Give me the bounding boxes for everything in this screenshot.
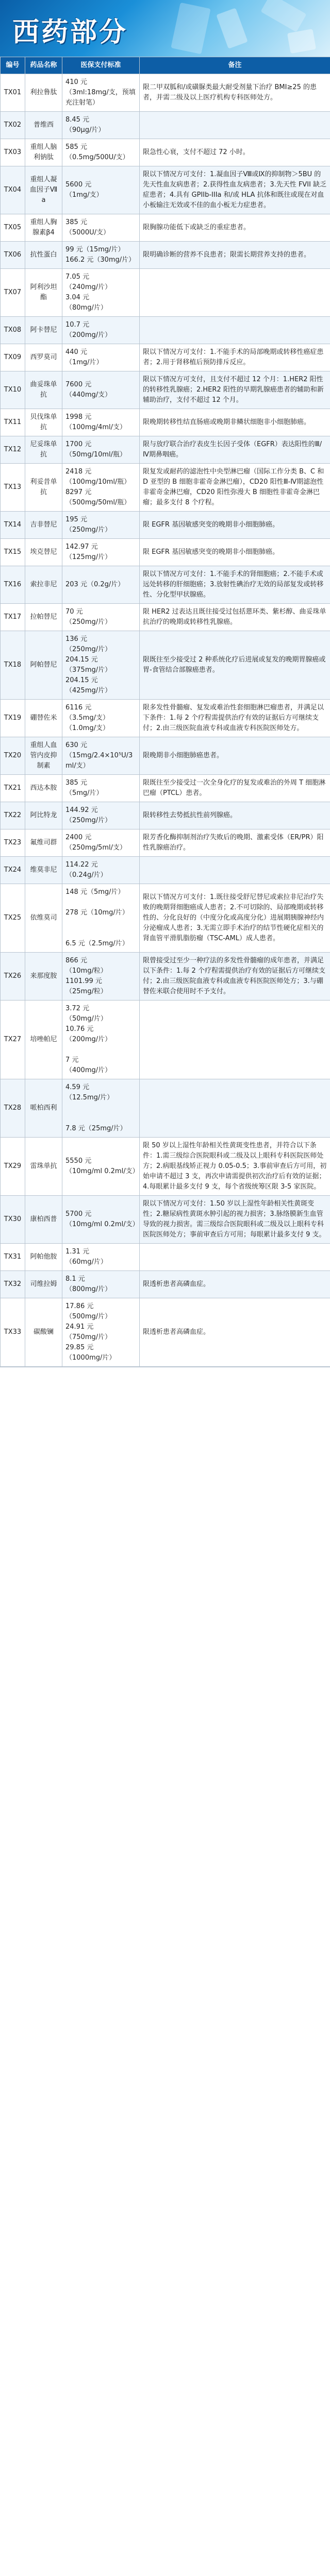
table-row [1, 344, 330, 371]
table-row [1, 74, 330, 112]
cell-standard: 2418 元 （100mg/10ml/瓶） 8297 元 （500mg/50ml/瓶） [62, 464, 140, 512]
cell-note: 限急性心衰，支付不超过 72 小时。 [140, 139, 330, 166]
cell-standard: 203 元（0.2g/片） [62, 566, 140, 604]
table-row [1, 737, 330, 775]
table-row [1, 604, 330, 631]
cell-note: 限 EGFR 基因敏感突变的晚期非小细胞肺癌。 [140, 539, 330, 566]
cell-note [140, 1244, 330, 1271]
table-row [1, 1244, 330, 1271]
header-standard: 医保支付标准 [62, 57, 140, 74]
cell-no: TX15 [1, 539, 25, 566]
cell-name: 氟维司群 [25, 829, 62, 857]
cell-name: 阿比特龙 [25, 802, 62, 829]
cell-name: 维莫非尼 [25, 857, 62, 884]
cell-standard: 5600 元 （1mg/支） [62, 166, 140, 214]
cell-no: TX11 [1, 409, 25, 436]
cell-standard: 99 元（15mg/片） 166.2 元（30mg/片） [62, 242, 140, 269]
table-row [1, 214, 330, 242]
table-header-row [1, 57, 330, 74]
cell-standard: 70 元 （250mg/片） [62, 604, 140, 631]
cell-standard: 144.92 元 （250mg/片） [62, 802, 140, 829]
cell-name: 阿利沙坦酯 [25, 269, 62, 317]
cell-note: 限晚期非小细胞肺癌患者。 [140, 737, 330, 775]
cell-name: 康柏西普 [25, 1196, 62, 1244]
cell-note: 限以下情况方可支付：1.不能手术的肾细胞癌；2.不能手术或远处转移的肝细胞癌；3.放射性碘治疗无效的局部复发或转移性、分化型甲状腺癌。 [140, 566, 330, 604]
cell-no: TX25 [1, 884, 25, 953]
cell-name: 阿帕替尼 [25, 631, 62, 700]
cell-name: 碳酸镧 [25, 1298, 62, 1367]
cell-note [140, 1079, 330, 1138]
cell-no: TX27 [1, 1001, 25, 1079]
cell-no: TX07 [1, 269, 25, 317]
cell-name: 司维拉姆 [25, 1271, 62, 1298]
decorative-shape [171, 3, 210, 55]
cell-no: TX04 [1, 166, 25, 214]
cell-standard: 5700 元 （10mg/ml 0.2ml/支） [62, 1196, 140, 1244]
cell-standard: 114.22 元 （0.24g/片） [62, 857, 140, 884]
table-row [1, 269, 330, 317]
cell-no: TX29 [1, 1138, 25, 1196]
table-row [1, 409, 330, 436]
decorative-shape [216, 8, 248, 48]
cell-standard: 2400 元 （250mg/5ml/支） [62, 829, 140, 857]
table-row [1, 1298, 330, 1367]
cell-no: TX32 [1, 1271, 25, 1298]
cell-name: 重组人脑利钠肽 [25, 139, 62, 166]
page-title: 西药部分 [12, 16, 128, 48]
table-body [1, 74, 330, 1367]
table-row [1, 371, 330, 409]
cell-name: 来那度胺 [25, 953, 62, 1001]
cell-no: TX10 [1, 371, 25, 409]
cell-name: 埃克替尼 [25, 539, 62, 566]
cell-note: 限与放疗联合治疗表皮生长因子受体（EGFR）表达阳性的Ⅲ/Ⅳ期鼻咽癌。 [140, 436, 330, 464]
cell-no: TX09 [1, 344, 25, 371]
cell-no: TX33 [1, 1298, 25, 1367]
cell-no: TX02 [1, 112, 25, 139]
table-row [1, 317, 330, 344]
table-row [1, 1001, 330, 1079]
cell-standard: 6116 元 （3.5mg/支） （1.0mg/支） [62, 700, 140, 737]
header-note: 备注 [140, 57, 330, 74]
cell-note [140, 1001, 330, 1079]
cell-note [140, 112, 330, 139]
cell-standard: 8.45 元 （90μg/片） [62, 112, 140, 139]
cell-name: 阿卡替尼 [25, 317, 62, 344]
table-row [1, 884, 330, 953]
cell-note: 限以下情况方可支付：1.凝血因子Ⅷ或Ⅸ的抑制物＞5BU 的先天性血友病患者；2.获得性血友病患者；3.先天性 FVII 缺乏症患者；4.具有 GPIIb-IIIa 和/或 HLA 抗体和既往或现在对血小板输注无效或不佳的血小板无力症患者。 [140, 166, 330, 214]
cell-name: 拉帕替尼 [25, 604, 62, 631]
cell-name: 西达本胺 [25, 775, 62, 802]
cell-standard: 630 元 （15mg/2.4×10⁵U/3ml/支） [62, 737, 140, 775]
cell-note: 限胸腺功能低下或缺乏的重症患者。 [140, 214, 330, 242]
cell-no: TX03 [1, 139, 25, 166]
table-row [1, 700, 330, 737]
table-row [1, 539, 330, 566]
cell-note: 限透析患者高磷血症。 [140, 1271, 330, 1298]
table-row [1, 166, 330, 214]
cell-standard: 410 元 （3ml:18mg/支，预填充注射笔） [62, 74, 140, 112]
cell-standard: 385 元 （5000U/支） [62, 214, 140, 242]
table-row [1, 775, 330, 802]
cell-name: 哌柏西利 [25, 1079, 62, 1138]
table-row [1, 512, 330, 539]
cell-standard: 1700 元 （50mg/10ml/瓶） [62, 436, 140, 464]
cell-no: TX17 [1, 604, 25, 631]
decorative-shape [260, 0, 306, 32]
cell-name: 利妥昔单抗 [25, 464, 62, 512]
cell-no: TX31 [1, 1244, 25, 1271]
cell-note: 限以下情况方可支付：1.50 岁以上湿性年龄相关性黄斑变性；2.糖尿病性黄斑水肿引起的视力损害；3.脉络膜新生血管导致的视力损害。需三级综合医院眼科或二级及以上眼科专科医院医师处方；事前审查后方可用；每眼累计最多支付 9 支。 [140, 1196, 330, 1244]
cell-no: TX28 [1, 1079, 25, 1138]
cell-no: TX08 [1, 317, 25, 344]
cell-name: 尼妥珠单抗 [25, 436, 62, 464]
cell-standard: 3.72 元 （50mg/片） 10.76 元 （200mg/片） 7 元 （400mg/片） [62, 1001, 140, 1079]
cell-no: TX30 [1, 1196, 25, 1244]
cell-no: TX26 [1, 953, 25, 1001]
cell-name: 重组人血管内皮抑制素 [25, 737, 62, 775]
cell-name: 硼替佐米 [25, 700, 62, 737]
cell-name: 重组人凝血因子Ⅶa [25, 166, 62, 214]
cell-note: 限 HER2 过表达且既往接受过包括蒽环类、紫杉醇、曲妥珠单抗治疗的晚期或转移性乳腺癌。 [140, 604, 330, 631]
cell-no: TX22 [1, 802, 25, 829]
cell-name: 西罗莫司 [25, 344, 62, 371]
cell-no: TX12 [1, 436, 25, 464]
footer [0, 1367, 330, 1398]
table-row [1, 1138, 330, 1196]
table-row [1, 112, 330, 139]
cell-standard: 7600 元 （440mg/支） [62, 371, 140, 409]
cell-no: TX14 [1, 512, 25, 539]
cell-note: 限 EGFR 基因敏感突变的晚期非小细胞肺癌。 [140, 512, 330, 539]
cell-note: 限二甲双胍和/或磺脲类最大耐受剂量下治疗 BMI≥25 的患者，并需二级及以上医疗机构专科医师处方。 [140, 74, 330, 112]
decorative-shape [287, 29, 316, 54]
cell-name: 阿帕他胺 [25, 1244, 62, 1271]
cell-standard: 136 元 （250mg/片） 204.15 元 （375mg/片） 204.15 元 （425mg/片） [62, 631, 140, 700]
table-row [1, 139, 330, 166]
table-row [1, 829, 330, 857]
cell-no: TX24 [1, 857, 25, 884]
cell-standard: 5550 元 （10mg/ml 0.2ml/支） [62, 1138, 140, 1196]
cell-standard: 585 元 （0.5mg/500U/支） [62, 139, 140, 166]
table-row [1, 464, 330, 512]
cell-standard: 385 元 （5mg/片） [62, 775, 140, 802]
table-row [1, 242, 330, 269]
cell-note: 限曾接受过至少一种疗法的多发性骨髓瘤的成年患者，并满足以下条件：1.每 2 个疗程需提供治疗有效的证据后方可继续支付；2.由三级医院血液专科或血液专科医院医师处方；3.与硼替佐米联合使用时不予支付。 [140, 953, 330, 1001]
table-row [1, 631, 330, 700]
cell-note [140, 317, 330, 344]
cell-name: 雷珠单抗 [25, 1138, 62, 1196]
cell-note [140, 269, 330, 317]
cell-note: 限以下情况方可支付：1.既往接受舒尼替尼或索拉非尼治疗失败的晚期肾细胞癌成人患者；2.不可切除的、局部晚期或转移性的、分化良好的（中度分化或高度分化）进展期胰腺神经内分泌瘤成人患者；3.无需立即手术治疗的结节性硬化症相关的肾血管平滑肌脂肪瘤（TSC-AML）成人患者。 [140, 884, 330, 953]
table-row [1, 566, 330, 604]
table-row [1, 802, 330, 829]
cell-standard: 1998 元 （100mg/4ml/支） [62, 409, 140, 436]
cell-name: 吉非替尼 [25, 512, 62, 539]
cell-no: TX01 [1, 74, 25, 112]
table-row [1, 1271, 330, 1298]
cell-standard: 142.97 元 （125mg/片） [62, 539, 140, 566]
cell-note: 限 50 岁以上湿性年龄相关性黄斑变性患者，并符合以下条件：1.需三级综合医院眼科或二级及以上眼科专科医院医师处方；2.病眼基线矫正视力 0.05-0.5；3.事前审查后方可用，初始申请不超过 3 支，再次申请需提供初次治疗后有效的证据；4.每眼累计最多支付 9 支，每个省级统筹区限 3-5 家医院。 [140, 1138, 330, 1196]
table-row [1, 436, 330, 464]
table-row [1, 857, 330, 884]
cell-note: 限以下情况方可支付，且支付不超过 12 个月：1.HER2 阳性的转移性乳腺癌；2.HER2 阳性的早期乳腺癌患者的辅助和新辅助治疗，支付不超过 12 个月。 [140, 371, 330, 409]
cell-name: 贝伐珠单抗 [25, 409, 62, 436]
cell-name: 培唑帕尼 [25, 1001, 62, 1079]
table-row [1, 953, 330, 1001]
cell-no: TX23 [1, 829, 25, 857]
cell-name: 利拉鲁肽 [25, 74, 62, 112]
cell-standard: 8.1 元 （800mg/片） [62, 1271, 140, 1298]
cell-name: 抗性蛋白 [25, 242, 62, 269]
cell-note: 限明确诊断的营养不良患者；限需长期营养支持的患者。 [140, 242, 330, 269]
drug-table [0, 57, 330, 1367]
cell-name: 普维西 [25, 112, 62, 139]
cell-no: TX20 [1, 737, 25, 775]
cell-standard: 866 元 （10mg/粒） 1101.99 元 （25mg/粒） [62, 953, 140, 1001]
cell-note: 限多发性骨髓瘤、复发或难治性套细胞淋巴瘤患者，并满足以下条件：1.每 2 个疗程需提供治疗有效的证据后方可继续支付；2.由三级医院血液专科或血液专科医院医师处方。 [140, 700, 330, 737]
cell-no: TX16 [1, 566, 25, 604]
cell-no: TX05 [1, 214, 25, 242]
cell-no: TX18 [1, 631, 25, 700]
cell-note: 限既往至少接受过一次全身化疗的复发或难治的外周 T 细胞淋巴瘤（PTCL）患者。 [140, 775, 330, 802]
cell-note: 限转移性去势抵抗性前列腺癌。 [140, 802, 330, 829]
cell-name: 曲妥珠单抗 [25, 371, 62, 409]
table-row [1, 1196, 330, 1244]
cell-no: TX21 [1, 775, 25, 802]
cell-note: 限芳香化酶抑制剂治疗失败后的晚期、激素受体（ER/PR）阳性乳腺癌治疗。 [140, 829, 330, 857]
cell-standard: 10.7 元 （200mg/片） [62, 317, 140, 344]
cell-name: 索拉非尼 [25, 566, 62, 604]
cell-note: 限以下情况方可支付：1.不能手术的局部晚期或转移性癌症患者；2.用于肾移植后预防排斥反应。 [140, 344, 330, 371]
cell-name: 重组人胸腺素β4 [25, 214, 62, 242]
cell-note [140, 857, 330, 884]
cell-standard: 17.86 元 （500mg/片） 24.91 元 （750mg/片） 29.85 元 （1000mg/片） [62, 1298, 140, 1367]
cell-standard: 7.05 元 （240mg/片） 3.04 元 （80mg/片） [62, 269, 140, 317]
cell-no: TX19 [1, 700, 25, 737]
cell-name: 依维莫司 [25, 884, 62, 953]
cell-standard: 148 元（5mg/片） 278 元（10mg/片） 6.5 元（2.5mg/片） [62, 884, 140, 953]
cell-note: 限透析患者高磷血症。 [140, 1298, 330, 1367]
header-name: 药品名称 [25, 57, 62, 74]
cell-standard: 4.59 元 （12.5mg/片） 7.8 元（25mg/片） [62, 1079, 140, 1138]
table-row [1, 1079, 330, 1138]
cell-standard: 1.31 元 （60mg/片） [62, 1244, 140, 1271]
header-banner [0, 0, 330, 57]
cell-standard: 195 元 （250mg/片） [62, 512, 140, 539]
cell-note: 限晚期转移性结直肠癌或晚期非鳞状细胞非小细胞肺癌。 [140, 409, 330, 436]
header-no: 编号 [1, 57, 25, 74]
cell-standard: 440 元 （1mg/片） [62, 344, 140, 371]
cell-no: TX13 [1, 464, 25, 512]
cell-note: 限复发或耐药的滤泡性中央型淋巴瘤（国际工作分类 B、C 和 D 亚型的 B 细胞非霍奇金淋巴瘤），CD20 阳性Ⅲ-Ⅳ期滤泡性非霍奇金淋巴瘤，CD20 阳性弥漫大 B 细胞性非霍奇金淋巴瘤；最多支付 8 个疗程。 [140, 464, 330, 512]
cell-note: 限既往至少接受过 2 种系统化疗后进展或复发的晚期胃腺癌或胃-食管结合部腺癌患者。 [140, 631, 330, 700]
cell-no: TX06 [1, 242, 25, 269]
